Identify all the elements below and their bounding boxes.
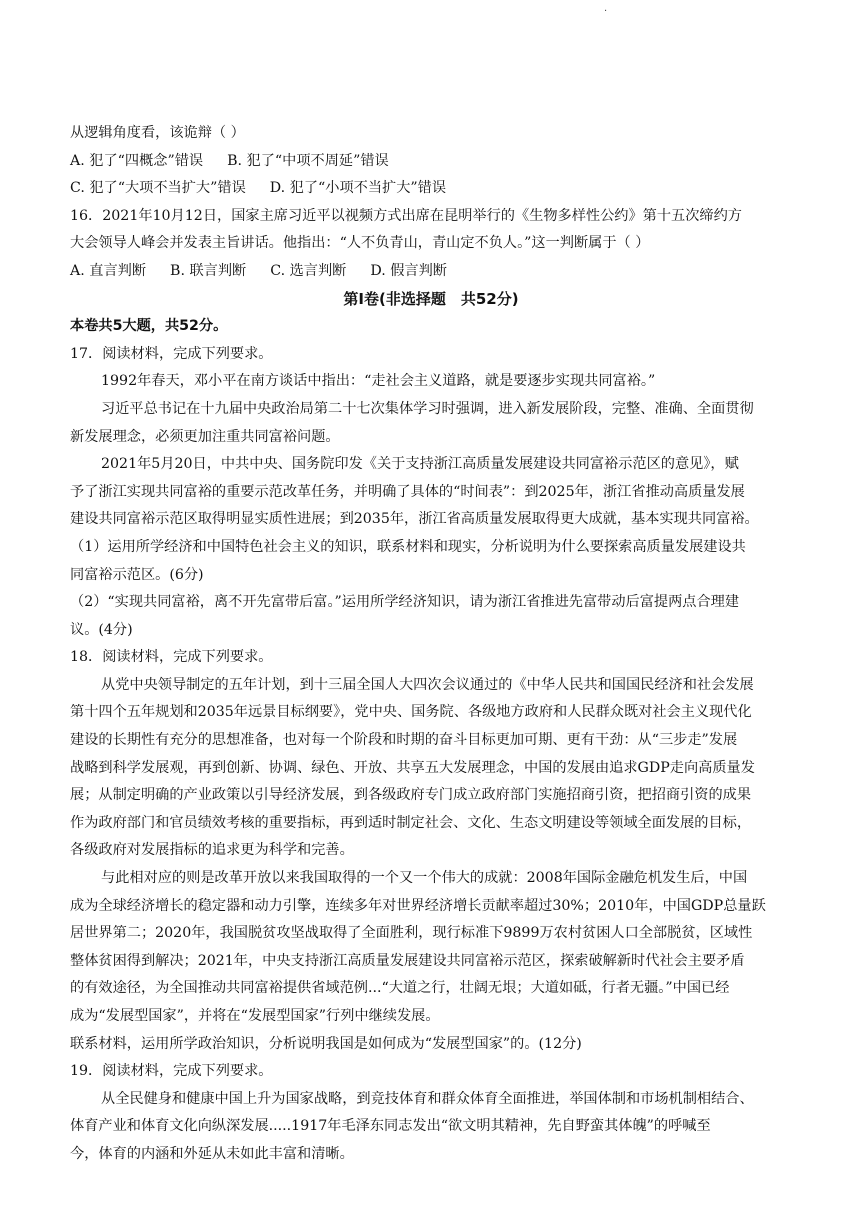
q18-material-line: 整体贫困得到解决；2021年，中央支持浙江高质量发展建设共同富裕示范区，探索破解新时代社会主要矛盾 xyxy=(70,952,745,969)
q17-material-line: 习近平总书记在十九届中央政治局第二十七次集体学习时强调，进入新发展阶段，完整、准确、全面贯彻 xyxy=(101,400,754,417)
q17-material-line: 予了浙江实现共同富裕的重要示范改革任务，并明确了具体的“时间表”：到2025年，浙江省推动高质量发展 xyxy=(70,483,745,500)
q16-option-d: D. 假言判断 xyxy=(370,262,447,279)
exam-page xyxy=(70,120,792,1169)
q18-material-line: 与此相对应的则是改革开放以来我国取得的一个又一个伟大的成就：2008年国际金融危机发生后，中国 xyxy=(101,870,748,887)
q17-material-line: 1992年春天，邓小平在南方谈话中指出：“走社会主义道路，就是要逐步实现共同富裕。” xyxy=(101,373,656,390)
q18-material-line: 第十四个五年规划和2035年远景目标纲要》，党中央、国务院、各级地方政府和人民群众既对社会主义现代化 xyxy=(70,704,752,721)
q15-option-b: B. 犯了“中项不周延”错误 xyxy=(227,152,389,169)
section-description: 本卷共5大题，共52分。 xyxy=(70,318,228,335)
q18-material-line: 成为“发展型国家”，并将在“发展型国家”行列中继续发展。 xyxy=(70,1008,440,1024)
q16-option-a: A. 直言判断 xyxy=(70,262,147,279)
q17-subquestion-1: 同富裕示范区。(6分) xyxy=(70,566,204,583)
q17-material-line: 新发展理念，必须更加注重共同富裕问题。 xyxy=(70,428,340,445)
q15-option-a: A. 犯了“四概念”错误 xyxy=(70,152,204,169)
q16-option-c: C. 选言判断 xyxy=(270,262,347,279)
q17-intro: 17．阅读材料，完成下列要求。 xyxy=(70,345,273,362)
q17-subquestion-2: 议。(4分) xyxy=(70,621,133,638)
section-title: 第Ⅰ卷(非选择题 共52分) xyxy=(343,289,519,308)
q16-option-b: B. 联言判断 xyxy=(170,262,247,279)
q18-material-line: 展；从制定明确的产业政策以引导经济发展，到各级政府专门成立政府部门实施招商引资，把招商引资的成果 xyxy=(70,787,752,804)
q17-subquestion-1: （1）运用所学经济和中国特色社会主义的知识，联系材料和现实，分析说明为什么要探索高质量发展建设共 xyxy=(70,538,746,555)
q18-material-line: 从党中央领导制定的五年计划，到十三届全国人大四次会议通过的《中华人民共和国国民经济和社会发展 xyxy=(101,676,754,693)
q17-material-line: 建设共同富裕示范区取得明显实质性进展；到2035年，浙江省高质量发展取得更大成就，基本实现共同富裕。 xyxy=(70,511,759,528)
q18-material-line: 建设的长期性有充分的思想准备，也对每一个阶段和时期的奋斗目标更加可期、更有干劲：从“三步走”发展 xyxy=(70,732,738,749)
top-mark: · xyxy=(604,6,608,17)
q16-options-row xyxy=(70,258,792,286)
q17-material-line: 2021年5月20日，中共中央、国务院印发《关于支持浙江高质量发展建设共同富裕示范区的意见》，赋 xyxy=(101,456,739,473)
q18-material-line: 战略到科学发展观，再到创新、协调、绿色、开放、共享五大发展理念，中国的发展由追求GDP走向高质量发 xyxy=(70,759,755,776)
q15-options-row-2 xyxy=(70,175,792,203)
q18-material-line: 的有效途径，为全国推动共同富裕提供省域范例...“大道之行，壮阔无垠；大道如砥，行者无疆。”中国已经 xyxy=(70,980,730,997)
q19-intro: 19．阅读材料，完成下列要求。 xyxy=(70,1063,273,1080)
q15-option-d: D. 犯了“小项不当扩大”错误 xyxy=(269,180,447,197)
q15-option-c: C. 犯了“大项不当扩大”错误 xyxy=(70,180,246,197)
q19-material-line: 今，体育的内涵和外延从未如此丰富和清晰。 xyxy=(70,1145,354,1162)
q15-options-row-1 xyxy=(70,148,792,176)
q18-material-line: 成为全球经济增长的稳定器和动力引擎，连续多年对世界经济增长贡献率超过30%；2010年，中国GDP总量跃 xyxy=(70,897,766,914)
q18-question: 联系材料，运用所学政治知识，分析说明我国是如何成为“发展型国家”的。(12分) xyxy=(70,1035,582,1052)
q16-stem-line-1: 16．2021年10月12日，国家主席习近平以视频方式出席在昆明举行的《生物多样性公约》第十五次缔约方 xyxy=(70,207,742,224)
q16-stem-line-2: 大会领导人峰会并发表主旨讲话。他指出：“人不负青山，青山定不负人。”这一判断属于（ ） xyxy=(70,235,650,252)
q19-material-line: 从全民健身和健康中国上升为国家战略，到竞技体育和群众体育全面推进，举国体制和市场机制相结合、 xyxy=(101,1090,754,1107)
q18-material-line: 作为政府部门和官员绩效考核的重要指标，再到适时制定社会、文化、生态文明建设等领域全面发展的目标， xyxy=(70,814,752,831)
q17-subquestion-2: （2）“实现共同富裕，离不开先富带后富。”运用所学经济知识，请为浙江省推进先富带动后富提两点合理建 xyxy=(70,594,740,611)
q15-stem-tail: 从逻辑角度看，该诡辩（ ） xyxy=(70,125,245,141)
q19-material-line: 体育产业和体育文化向纵深发展.....1917年毛泽东同志发出“欲文明其精神，先自野蛮其体魄”的呼喊至 xyxy=(70,1118,711,1135)
q18-material-line: 居世界第二；2020年，我国脱贫攻坚战取得了全面胜利，现行标准下9899万农村贫困人口全部脱贫，区域性 xyxy=(70,925,753,942)
q18-material-line: 各级政府对发展指标的追求更为科学和完善。 xyxy=(70,842,354,859)
q18-intro: 18．阅读材料，完成下列要求。 xyxy=(70,649,273,666)
